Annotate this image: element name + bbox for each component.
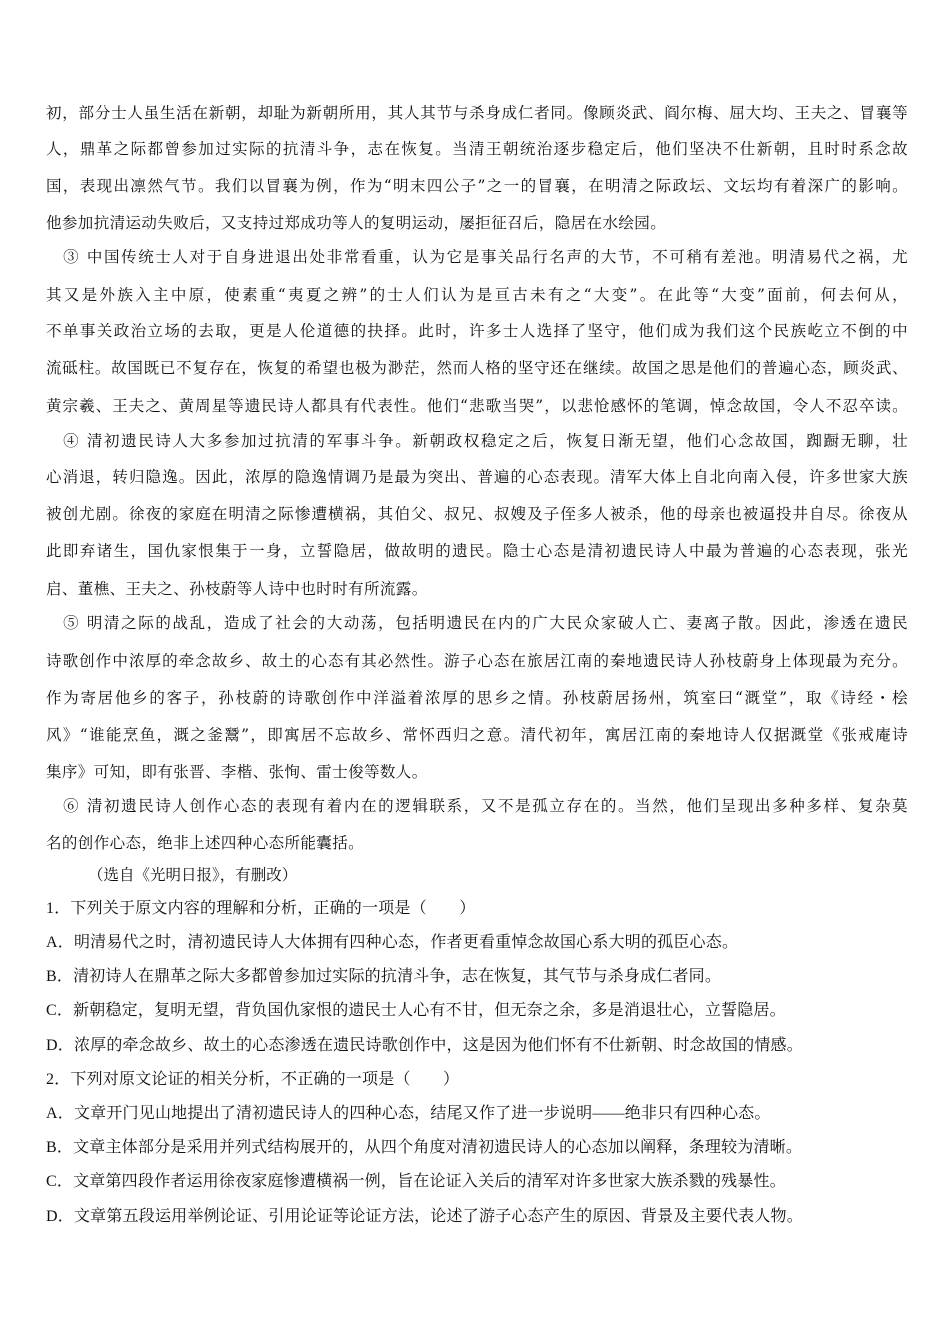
passage-line: 黄宗羲、王夫之、黄周星等遗民诗人都具有代表性。他们“悲歌当哭”，以悲怆感怀的笔调，悼念故国，令人不忍卒读。 bbox=[46, 397, 908, 415]
question-1-option-d[interactable]: D．浓厚的牵念故乡、故土的心态渗透在遗民诗歌创作中，这是因为他们怀有不仕新朝、时念故国的情感。 bbox=[46, 1037, 803, 1054]
passage-line: 不单事关政治立场的去取，更是人伦道德的抉择。此时，许多士人选择了坚守，他们成为我们这个民族屹立不倒的中 bbox=[46, 322, 908, 340]
passage-line: 他参加抗清运动失败后，又支持过郑成功等人的复明运动，屡拒征召后，隐居在水绘园。 bbox=[46, 214, 667, 232]
passage-line: 被创尤剧。徐夜的家庭在明清之际惨遭横祸，其伯父、叔兄、叔嫂及子侄多人被杀，他的母亲也被逼投井自尽。徐夜从 bbox=[46, 505, 908, 523]
question-1-option-b[interactable]: B．清初诗人在鼎革之际大多都曾参加过实际的抗清斗争，志在恢复，其气节与杀身成仁者同。 bbox=[46, 968, 722, 985]
passage-line: 此即弃诸生，国仇家恨集于一身，立誓隐居，做故明的遗民。隐士心态是清初遗民诗人中最为普遍的心态表现，张光 bbox=[46, 542, 908, 560]
source-citation: （选自《光明日报》，有删改） bbox=[88, 866, 298, 884]
question-1-stem: 1．下列关于原文内容的理解和分析，正确的一项是（ ） bbox=[46, 900, 476, 917]
passage-line: 名的创作心态，绝非上述四种心态所能囊括。 bbox=[46, 834, 365, 852]
question-2-stem: 2．下列对原文论证的相关分析，不正确的一项是（ ） bbox=[46, 1071, 460, 1088]
passage-line: 心消退，转归隐逸。因此，浓厚的隐逸情调乃是最为突出、普遍的心态表现。清军大体上自北向南入侵，许多世家大族 bbox=[46, 468, 908, 486]
passage-line: 流砥柱。故国既已不复存在，恢复的希望也极为渺茫，然而人格的坚守还在继续。故国之思是他们的普遍心态，顾炎武、 bbox=[46, 359, 908, 377]
paragraph-3-line: ③ 中国传统士人对于自身进退出处非常看重，认为它是事关品行名声的大节，不可稍有差池。明清易代之祸，尤 bbox=[46, 248, 908, 266]
passage-line: 风》“谁能烹鱼，溉之釜鬵”，即寓居不忘故乡、常怀西归之意。清代初年，寓居江南的秦地诗人仅据溉堂《张戒庵诗 bbox=[46, 726, 908, 744]
passage-line: 作为寄居他乡的客子，孙枝蔚的诗歌创作中洋溢着浓厚的思乡之情。孙枝蔚居扬州，筑室曰“溉堂”，取《诗经・桧 bbox=[46, 689, 908, 707]
paragraph-4-line: ④ 清初遗民诗人大多参加过抗清的军事斗争。新朝政权稳定之后，恢复日渐无望，他们心念故国，踟蹰无聊，壮 bbox=[46, 432, 908, 450]
question-2-option-c[interactable]: C．文章第四段作者运用徐夜家庭惨遭横祸一例，旨在论证入关后的清军对许多世家大族杀戮的残暴性。 bbox=[46, 1173, 786, 1190]
question-2-option-a[interactable]: A．文章开门见山地提出了清初遗民诗人的四种心态，结尾又作了进一步说明——绝非只有四种心态。 bbox=[46, 1105, 771, 1122]
question-2-option-b[interactable]: B．文章主体部分是采用并列式结构展开的，从四个角度对清初遗民诗人的心态加以阐释，条理较为清晰。 bbox=[46, 1139, 803, 1156]
question-2-option-d[interactable]: D．文章第五段运用举例论证、引用论证等论证方法，论述了游子心态产生的原因、背景及主要代表人物。 bbox=[46, 1208, 803, 1225]
passage-line: 集序》可知，即有张晋、李楷、张恂、雷士俊等数人。 bbox=[46, 763, 428, 781]
passage-line: 诗歌创作中浓厚的牵念故乡、故土的心态有其必然性。游子心态在旅居江南的秦地遗民诗人孙枝蔚身上体现最为充分。 bbox=[46, 652, 908, 670]
passage-line: 其又是外族入主中原，使素重“夷夏之辨”的士人们认为是亘古未有之“大变”。在此等“大变”面前，何去何从， bbox=[46, 286, 908, 304]
passage-line: 启、董樵、王夫之、孙枝蔚等人诗中也时时有所流露。 bbox=[46, 580, 428, 598]
paragraph-5-line: ⑤ 明清之际的战乱，造成了社会的大动荡，包括明遗民在内的广大民众家破人亡、妻离子散。因此，渗透在遗民 bbox=[46, 614, 908, 632]
question-1-option-a[interactable]: A．明清易代之时，清初遗民诗人大体拥有四种心态，作者更看重悼念故国心系大明的孤臣心态。 bbox=[46, 934, 739, 951]
paragraph-6-line: ⑥ 清初遗民诗人创作心态的表现有着内在的逻辑联系，又不是孤立存在的。当然，他们呈现出多种多样、复杂莫 bbox=[46, 797, 908, 815]
passage-line: 初，部分士人虽生活在新朝，却耻为新朝所用，其人其节与杀身成仁者同。像顾炎武、阎尔梅、屈大均、王夫之、冒襄等 bbox=[46, 104, 908, 122]
question-1-option-c[interactable]: C．新朝稳定，复明无望，背负国仇家恨的遗民士人心有不甘，但无奈之余，多是消退壮心，立誓隐居。 bbox=[46, 1002, 786, 1019]
passage-line: 人，鼎革之际都曾参加过实际的抗清斗争，志在恢复。当清王朝统治逐步稳定后，他们坚决不仕新朝，且时时系念故 bbox=[46, 140, 908, 158]
passage-line: 国，表现出凛然气节。我们以冒襄为例，作为“明末四公子”之一的冒襄，在明清之际政坛、文坛均有着深广的影响。 bbox=[46, 177, 908, 195]
